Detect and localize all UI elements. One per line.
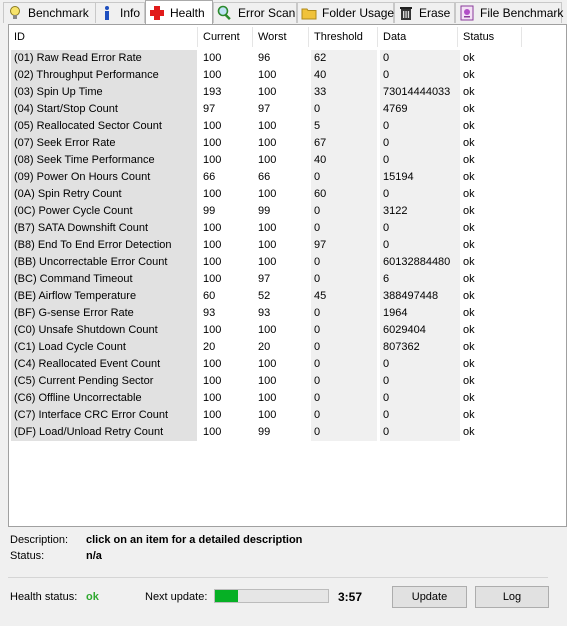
cell-worst: 100 xyxy=(258,409,277,421)
cell-worst: 100 xyxy=(258,239,277,251)
table-row[interactable] xyxy=(9,424,566,441)
update-button[interactable]: Update xyxy=(392,586,467,608)
table-row[interactable] xyxy=(9,271,566,288)
log-button[interactable]: Log xyxy=(475,586,549,608)
cell-current: 100 xyxy=(203,324,222,336)
cell-current: 100 xyxy=(203,188,222,200)
table-row[interactable] xyxy=(9,84,566,101)
cell-data: 388497448 xyxy=(380,288,460,305)
cell-worst: 93 xyxy=(258,307,271,319)
cell-current: 100 xyxy=(203,52,222,64)
table-row[interactable] xyxy=(9,322,566,339)
cell-threshold: 0 xyxy=(311,169,377,186)
health-cross-icon xyxy=(149,5,165,21)
cell-data: 0 xyxy=(380,220,460,237)
cell-worst: 100 xyxy=(258,324,277,336)
cell-threshold: 5 xyxy=(311,118,377,135)
next-update-timer: 3:57 xyxy=(338,590,363,604)
cell-id: (B7) SATA Downshift Count xyxy=(11,220,197,237)
cell-status: ok xyxy=(463,239,475,251)
cell-threshold: 0 xyxy=(311,220,377,237)
cell-status: ok xyxy=(463,222,475,234)
cell-data: 3122 xyxy=(380,203,460,220)
table-row[interactable] xyxy=(9,305,566,322)
cell-threshold: 60 xyxy=(311,186,377,203)
cell-worst: 100 xyxy=(258,392,277,404)
next-update-label: Next update: xyxy=(145,591,208,603)
cell-status: ok xyxy=(463,341,475,353)
cell-threshold: 40 xyxy=(311,152,377,169)
cell-current: 60 xyxy=(203,290,216,302)
cell-worst: 52 xyxy=(258,290,271,302)
tab-benchmark[interactable] xyxy=(3,2,96,23)
cell-id: (05) Reallocated Sector Count xyxy=(11,118,197,135)
tab-label: Health xyxy=(170,5,205,20)
cell-id: (0A) Spin Retry Count xyxy=(11,186,197,203)
cell-current: 97 xyxy=(203,103,216,115)
table-row[interactable] xyxy=(9,50,566,67)
tab-health[interactable] xyxy=(145,0,213,24)
cell-id: (C0) Unsafe Shutdown Count xyxy=(11,322,197,339)
cell-id: (07) Seek Error Rate xyxy=(11,135,197,152)
cell-status: ok xyxy=(463,137,475,149)
cell-threshold: 0 xyxy=(311,424,377,441)
cell-threshold: 45 xyxy=(311,288,377,305)
cell-current: 100 xyxy=(203,409,222,421)
table-row[interactable] xyxy=(9,101,566,118)
tab-bar xyxy=(0,0,567,24)
cell-data: 0 xyxy=(380,407,460,424)
cell-id: (BB) Uncorrectable Error Count xyxy=(11,254,197,271)
file-benchmark-icon xyxy=(459,5,475,21)
cell-id: (B8) End To End Error Detection xyxy=(11,237,197,254)
cell-worst: 100 xyxy=(258,222,277,234)
lightbulb-icon xyxy=(7,5,23,21)
cell-data: 6 xyxy=(380,271,460,288)
cell-data: 0 xyxy=(380,237,460,254)
cell-data: 807362 xyxy=(380,339,460,356)
cell-threshold: 0 xyxy=(311,373,377,390)
tab-folder-usage[interactable] xyxy=(297,2,394,23)
cell-data: 1964 xyxy=(380,305,460,322)
cell-status: ok xyxy=(463,375,475,387)
info-icon xyxy=(99,5,115,21)
list-rows xyxy=(9,50,566,441)
description-value: click on an item for a detailed description xyxy=(86,534,303,546)
cell-current: 100 xyxy=(203,375,222,387)
cell-current: 100 xyxy=(203,154,222,166)
folder-icon xyxy=(301,5,317,21)
cell-status: ok xyxy=(463,409,475,421)
tab-error-scan[interactable] xyxy=(213,2,297,23)
cell-current: 100 xyxy=(203,120,222,132)
cell-threshold: 97 xyxy=(311,237,377,254)
cell-current: 100 xyxy=(203,137,222,149)
cell-current: 93 xyxy=(203,307,216,319)
cell-worst: 100 xyxy=(258,120,277,132)
cell-threshold: 0 xyxy=(311,390,377,407)
cell-id: (C6) Offline Uncorrectable xyxy=(11,390,197,407)
cell-status: ok xyxy=(463,290,475,302)
cell-worst: 100 xyxy=(258,137,277,149)
cell-data: 0 xyxy=(380,118,460,135)
cell-status: ok xyxy=(463,358,475,370)
cell-data: 6029404 xyxy=(380,322,460,339)
cell-worst: 100 xyxy=(258,358,277,370)
cell-status: ok xyxy=(463,69,475,81)
table-row[interactable] xyxy=(9,135,566,152)
cell-data: 0 xyxy=(380,373,460,390)
cell-id: (04) Start/Stop Count xyxy=(11,101,197,118)
cell-id: (BE) Airflow Temperature xyxy=(11,288,197,305)
cell-worst: 99 xyxy=(258,205,271,217)
description-label: Description: xyxy=(10,534,69,546)
cell-id: (C7) Interface CRC Error Count xyxy=(11,407,197,424)
cell-id: (C1) Load Cycle Count xyxy=(11,339,197,356)
cell-current: 100 xyxy=(203,69,222,81)
cell-data: 60132884480 xyxy=(380,254,460,271)
cell-data: 0 xyxy=(380,356,460,373)
cell-worst: 20 xyxy=(258,341,271,353)
tab-info[interactable] xyxy=(95,2,145,23)
cell-threshold: 0 xyxy=(311,254,377,271)
cell-current: 20 xyxy=(203,341,216,353)
tab-label: Error Scan xyxy=(238,6,296,20)
table-row[interactable] xyxy=(9,254,566,271)
cell-id: (BC) Command Timeout xyxy=(11,271,197,288)
column-header-id[interactable]: ID xyxy=(14,31,25,43)
cell-worst: 100 xyxy=(258,375,277,387)
next-update-progress xyxy=(214,589,329,603)
table-row[interactable] xyxy=(9,407,566,424)
tab-erase[interactable] xyxy=(394,2,455,23)
cell-threshold: 0 xyxy=(311,203,377,220)
cell-worst: 96 xyxy=(258,52,271,64)
tab-label: Folder Usage xyxy=(322,6,395,20)
table-row[interactable] xyxy=(9,339,566,356)
cell-current: 100 xyxy=(203,392,222,404)
table-row[interactable] xyxy=(9,67,566,84)
cell-threshold: 0 xyxy=(311,339,377,356)
cell-data: 0 xyxy=(380,424,460,441)
table-row[interactable] xyxy=(9,118,566,135)
cell-id: (DF) Load/Unload Retry Count xyxy=(11,424,197,441)
cell-id: (09) Power On Hours Count xyxy=(11,169,197,186)
cell-status: ok xyxy=(463,103,475,115)
cell-current: 100 xyxy=(203,426,222,438)
health-status-label: Health status: xyxy=(10,591,78,603)
cell-threshold: 0 xyxy=(311,356,377,373)
table-row[interactable] xyxy=(9,152,566,169)
cell-current: 66 xyxy=(203,171,216,183)
cell-id: (BF) G-sense Error Rate xyxy=(11,305,197,322)
cell-threshold: 0 xyxy=(311,305,377,322)
magnifier-icon xyxy=(217,5,233,21)
tab-label: Benchmark xyxy=(28,6,89,20)
cell-threshold: 0 xyxy=(311,101,377,118)
cell-id: (03) Spin Up Time xyxy=(11,84,197,101)
column-header-current[interactable]: Current xyxy=(203,31,240,43)
cell-id: (C5) Current Pending Sector xyxy=(11,373,197,390)
table-row[interactable] xyxy=(9,220,566,237)
cell-status: ok xyxy=(463,324,475,336)
cell-data: 4769 xyxy=(380,101,460,118)
cell-data: 0 xyxy=(380,390,460,407)
cell-worst: 66 xyxy=(258,171,271,183)
cell-current: 100 xyxy=(203,239,222,251)
cell-status: ok xyxy=(463,188,475,200)
cell-worst: 99 xyxy=(258,426,271,438)
cell-worst: 100 xyxy=(258,154,277,166)
tab-file-benchmark[interactable] xyxy=(455,2,562,23)
cell-threshold: 0 xyxy=(311,407,377,424)
cell-threshold: 0 xyxy=(311,271,377,288)
cell-status: ok xyxy=(463,154,475,166)
column-header-threshold[interactable]: Threshold xyxy=(314,31,363,43)
list-header xyxy=(9,25,566,49)
cell-current: 100 xyxy=(203,358,222,370)
progress-fill xyxy=(215,590,238,602)
cell-worst: 97 xyxy=(258,273,271,285)
cell-worst: 100 xyxy=(258,188,277,200)
cell-worst: 100 xyxy=(258,69,277,81)
tab-label: Erase xyxy=(419,6,451,20)
table-row[interactable] xyxy=(9,356,566,373)
column-header-data[interactable]: Data xyxy=(383,31,407,43)
cell-status: ok xyxy=(463,120,475,132)
cell-status: ok xyxy=(463,171,475,183)
cell-status: ok xyxy=(463,392,475,404)
cell-threshold: 67 xyxy=(311,135,377,152)
cell-id: (02) Throughput Performance xyxy=(11,67,197,84)
cell-status: ok xyxy=(463,273,475,285)
status-label: Status: xyxy=(10,550,45,562)
table-row[interactable] xyxy=(9,169,566,186)
cell-current: 100 xyxy=(203,273,222,285)
cell-id: (01) Raw Read Error Rate xyxy=(11,50,197,67)
cell-data: 0 xyxy=(380,152,460,169)
column-header-worst[interactable]: Worst xyxy=(258,31,287,43)
tab-label: Info xyxy=(120,6,141,20)
column-header-status[interactable]: Status xyxy=(463,31,495,43)
table-row[interactable] xyxy=(9,373,566,390)
cell-id: (0C) Power Cycle Count xyxy=(11,203,197,220)
cell-data: 0 xyxy=(380,186,460,203)
cell-id: (C4) Reallocated Event Count xyxy=(11,356,197,373)
cell-current: 100 xyxy=(203,222,222,234)
trash-icon xyxy=(398,5,414,21)
table-row[interactable] xyxy=(9,288,566,305)
tab-label: File Benchmark xyxy=(480,6,564,20)
cell-status: ok xyxy=(463,86,475,98)
status-value: n/a xyxy=(86,550,102,562)
cell-id: (08) Seek Time Performance xyxy=(11,152,197,169)
table-row[interactable] xyxy=(9,186,566,203)
cell-threshold: 40 xyxy=(311,67,377,84)
cell-status: ok xyxy=(463,205,475,217)
cell-current: 193 xyxy=(203,86,222,98)
cell-data: 0 xyxy=(380,67,460,84)
cell-status: ok xyxy=(463,256,475,268)
cell-status: ok xyxy=(463,426,475,438)
cell-threshold: 33 xyxy=(311,84,377,101)
cell-worst: 100 xyxy=(258,256,277,268)
cell-current: 99 xyxy=(203,205,216,217)
cell-threshold: 62 xyxy=(311,50,377,67)
table-row[interactable] xyxy=(9,390,566,407)
table-row[interactable] xyxy=(9,237,566,254)
smart-attributes-list[interactable] xyxy=(8,24,567,527)
health-status-value: ok xyxy=(86,591,99,603)
divider xyxy=(8,577,548,578)
cell-data: 0 xyxy=(380,50,460,67)
cell-status: ok xyxy=(463,307,475,319)
cell-current: 100 xyxy=(203,256,222,268)
cell-data: 0 xyxy=(380,135,460,152)
cell-worst: 97 xyxy=(258,103,271,115)
cell-data: 73014444033 xyxy=(380,84,460,101)
cell-status: ok xyxy=(463,52,475,64)
cell-worst: 100 xyxy=(258,86,277,98)
table-row[interactable] xyxy=(9,203,566,220)
cell-threshold: 0 xyxy=(311,322,377,339)
cell-data: 15194 xyxy=(380,169,460,186)
